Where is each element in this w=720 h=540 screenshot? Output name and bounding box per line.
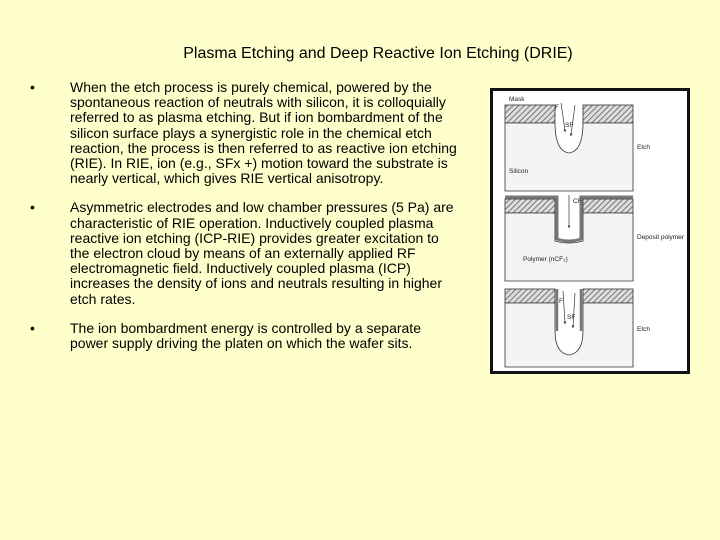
label-sf1: SF [565, 122, 574, 129]
label-cf: CF [573, 198, 582, 205]
bullet-text-1: When the etch process is purely chemical, powered by the spontaneous reaction of neutrals with silicon, it is colloquially referred to as plasma etching. But if ion bombardment of the silicon surface plays a synergistic role in the chemical etch reaction, the process is then referred to as reactive ion etching (RIE). In RIE, ion (e.g., SFx +) motion toward the substrate is nearly vertical, which gives RIE vertical anisotropy. [70, 79, 457, 187]
label-etch: Etch [637, 144, 651, 151]
label-mask: Mask [509, 96, 525, 103]
stage-deposit [505, 195, 685, 281]
bullet-text-2: Asymmetric electrodes and low chamber pressures (5 Pa) are characteristic of RIE operation. Inductively coupled plasma reactive ion etching (ICP-RIE) provides greater excitation to the electron cloud by means of an externally applied RF electromagnetic field. Inductively coupled plasma (ICP) increases the density of ions and neutrals resulting in higher etch rates. [70, 199, 454, 307]
bullet-icon: • [30, 199, 35, 216]
stage-etch-2 [505, 289, 650, 367]
drie-diagram [493, 91, 687, 371]
bullet-icon: • [30, 319, 35, 336]
bullet-item-3 [30, 321, 460, 351]
label-deposit: Deposit polymer [637, 234, 684, 241]
label-sf2: SF [567, 314, 576, 321]
label-polymer: Polymer (nCF₂) [523, 256, 568, 263]
bullet-icon: • [30, 79, 35, 95]
bullet-item-1 [30, 80, 460, 186]
mask-left-2 [505, 199, 555, 213]
label-f2: F [559, 298, 563, 305]
drie-process-figure [490, 88, 690, 374]
mask-right-3 [583, 289, 633, 303]
bullet-item-2 [30, 200, 460, 306]
silicon-substrate [505, 123, 633, 191]
slide-title: Plasma Etching and Deep Reactive Ion Etching (DRIE) [183, 45, 573, 62]
mask-left [505, 105, 555, 123]
label-f1: F [555, 104, 559, 111]
stage-etch [505, 96, 650, 191]
silicon-substrate-3 [505, 303, 633, 367]
label-silicon: Silicon [509, 168, 529, 175]
bullet-list [30, 80, 460, 365]
bullet-text-3: The ion bombardment energy is controlled by a separate power supply driving the platen on which the wafer sits. [70, 319, 421, 352]
mask-left-3 [505, 289, 555, 303]
label-etch-2: Etch [637, 326, 651, 333]
mask-right [583, 105, 633, 123]
mask-right-2 [583, 199, 633, 213]
